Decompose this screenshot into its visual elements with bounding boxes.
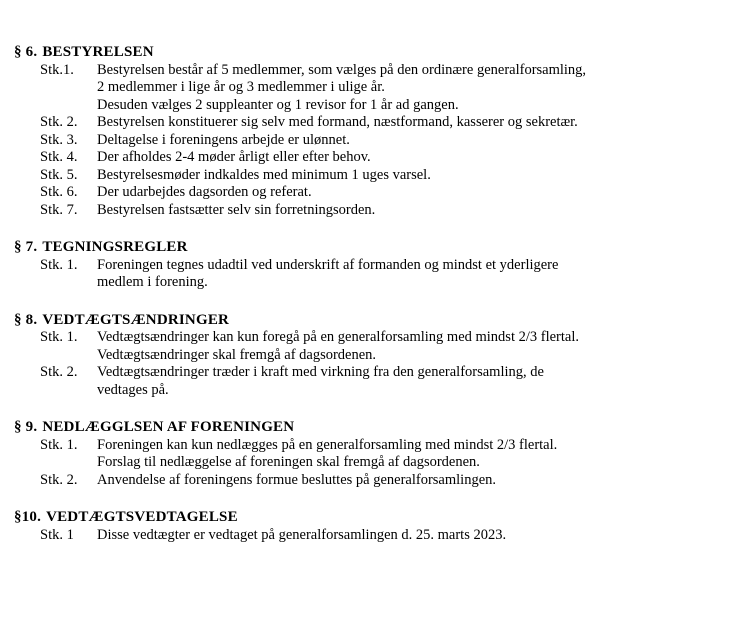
section-number: § 7. — [14, 239, 38, 255]
stk-item — [40, 167, 719, 185]
stk-label: Stk. 1. — [40, 436, 78, 453]
stk-label: Stk. 1. — [40, 256, 78, 273]
stk-item — [40, 364, 719, 399]
text-line: 2 medlemmer i lige år og 3 medlemmer i ulige år. — [97, 79, 385, 95]
stk-text — [97, 114, 719, 132]
stk-text — [97, 149, 719, 167]
text-line: Bestyrelsesmøder indkaldes med minimum 1 uges varsel. — [97, 166, 431, 183]
section-9-nedlaeggelse — [14, 419, 719, 489]
stk-text — [97, 364, 719, 399]
text-line: Der afholdes 2-4 møder årligt eller efter behov. — [97, 149, 371, 165]
section-6-heading — [14, 44, 719, 62]
stk-label: Stk. 6. — [40, 184, 78, 200]
text-line: Bestyrelsen består af 5 medlemmer, som vælges på den ordinære generalforsamling, — [97, 61, 587, 78]
stk-item — [40, 132, 719, 150]
section-number: § 9. — [14, 419, 38, 435]
stk-item — [40, 184, 719, 202]
stk-item — [40, 527, 719, 545]
section-10-heading — [14, 509, 719, 527]
stk-item — [40, 257, 719, 292]
text-line: Desuden vælges 2 suppleanter og 1 revisor for 1 år ad gangen. — [97, 96, 459, 113]
stk-label: Stk. 2. — [40, 364, 78, 380]
section-8-heading — [14, 312, 719, 330]
stk-label: Stk. 7. — [40, 201, 78, 218]
stk-text — [97, 472, 719, 490]
text-line: Bestyrelsen fastsætter selv sin forretningsorden. — [97, 201, 376, 218]
stk-text — [97, 132, 719, 150]
section-number: §10. — [14, 509, 42, 525]
stk-item — [40, 114, 719, 132]
section-title: TEGNINGSREGLER — [42, 239, 188, 255]
stk-label: Stk. 5. — [40, 166, 78, 183]
stk-item — [40, 149, 719, 167]
section-title: NEDLÆGGLSEN AF FORENINGEN — [42, 419, 295, 435]
stk-text — [97, 62, 719, 115]
stk-text — [97, 527, 719, 545]
stk-label: Stk. 1. — [40, 329, 78, 345]
section-title: VEDTÆGTSVEDTAGELSE — [46, 509, 238, 525]
stk-text — [97, 329, 719, 364]
section-9-heading — [14, 419, 719, 437]
text-line: Vedtægtsændringer kan kun foregå på en generalforsamling med mindst 2/3 flertal. — [97, 329, 579, 345]
section-title: BESTYRELSEN — [42, 44, 154, 60]
section-title: VEDTÆGTSÆNDRINGER — [42, 311, 230, 328]
text-line: Forslag til nedlæggelse af foreningen skal fremgå af dagsordenen. — [97, 454, 480, 470]
text-line: vedtages på. — [97, 381, 169, 398]
text-line: Anvendelse af foreningens formue besluttes på generalforsamlingen. — [97, 471, 497, 488]
section-7-tegningsregler — [14, 239, 719, 292]
stk-label: Stk. 4. — [40, 149, 78, 165]
section-number: § 8. — [14, 311, 38, 328]
text-line: Bestyrelsen konstituerer sig selv med formand, næstformand, kasserer og sekretær. — [97, 114, 578, 130]
stk-label: Stk. 1 — [40, 526, 74, 543]
text-line: Vedtægtsændringer skal fremgå af dagsordenen. — [97, 346, 377, 363]
stk-label: Stk. 2. — [40, 471, 78, 488]
stk-text — [97, 167, 719, 185]
text-line: Disse vedtægter er vedtaget på generalforsamlingen d. 25. marts 2023. — [97, 526, 507, 543]
stk-label: Stk.1. — [40, 61, 74, 78]
stk-label: Stk. 3. — [40, 131, 78, 148]
section-8-vedtaegtsaendringer — [14, 312, 719, 400]
section-number: § 6. — [14, 44, 38, 60]
text-line: Der udarbejdes dagsorden og referat. — [97, 184, 312, 200]
stk-item — [40, 472, 719, 490]
text-line: Deltagelse i foreningens arbejde er ulønnet. — [97, 131, 350, 148]
stk-text — [97, 257, 719, 292]
text-line: Foreningen tegnes udadtil ved underskrift af formanden og mindst et yderligere — [97, 256, 559, 273]
stk-label: Stk. 2. — [40, 114, 78, 130]
section-7-heading — [14, 239, 719, 257]
stk-text — [97, 184, 719, 202]
text-line: Vedtægtsændringer træder i kraft med virkning fra den generalforsamling, de — [97, 364, 544, 380]
text-line: Foreningen kan kun nedlægges på en generalforsamling med mindst 2/3 flertal. — [97, 436, 558, 453]
stk-item — [40, 202, 719, 220]
stk-text — [97, 202, 719, 220]
section-10-vedtaegtsvedtagelse — [14, 509, 719, 544]
text-line: medlem i forening. — [97, 274, 208, 290]
section-6-bestyrelsen — [14, 44, 719, 219]
stk-item — [40, 437, 719, 472]
stk-text — [97, 437, 719, 472]
stk-item — [40, 62, 719, 115]
stk-item — [40, 329, 719, 364]
